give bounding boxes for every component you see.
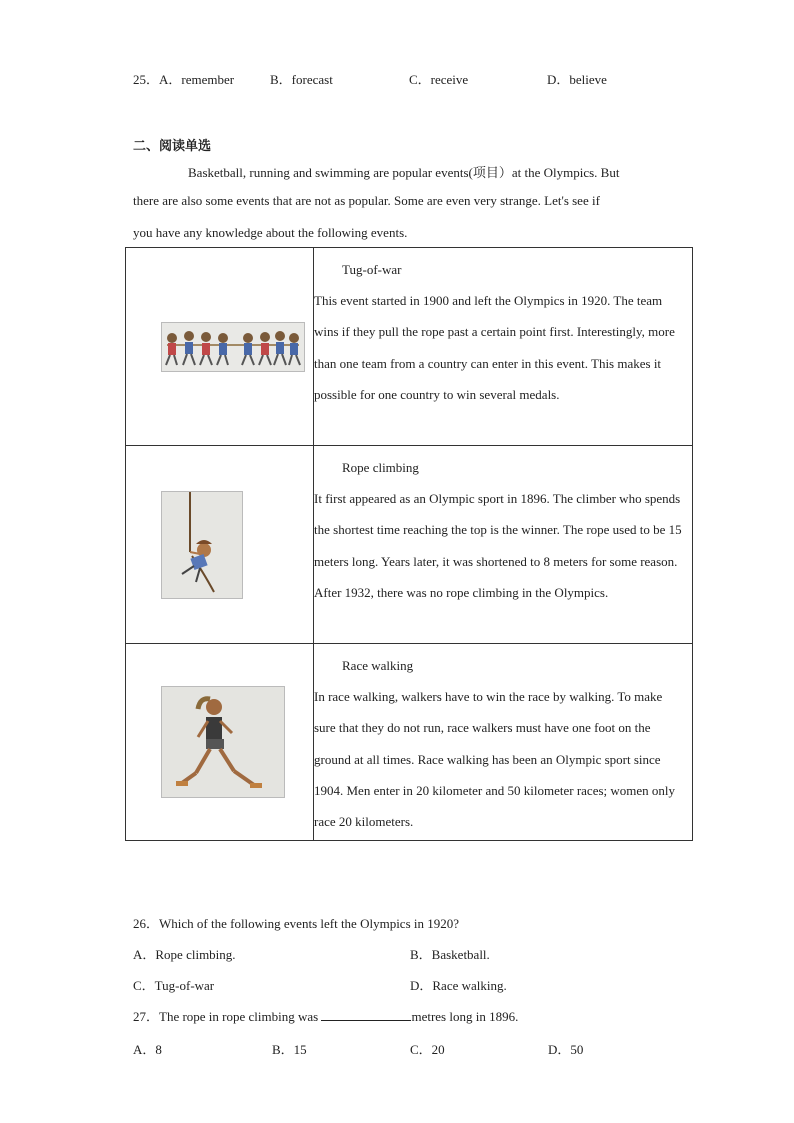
table-row xyxy=(126,248,693,446)
section-title: 二、阅读单选 xyxy=(133,139,212,154)
q26-option-c[interactable]: C．Tug-of-war xyxy=(133,978,215,993)
q25-option-d[interactable]: D．believe xyxy=(547,72,607,87)
table-row xyxy=(126,446,693,644)
answer-blank[interactable] xyxy=(321,1008,411,1021)
rope-climbing-illustration-icon xyxy=(161,491,243,599)
q25-option-c[interactable]: C．receive xyxy=(409,72,469,87)
passage-line: you have any knowledge about the following events. xyxy=(133,225,408,240)
event-image-cell xyxy=(126,248,314,446)
passage-line: there are also some events that are not as popular. Some are even very strange. Let's see if xyxy=(133,193,600,208)
q27-option-b[interactable]: B．15 xyxy=(272,1042,307,1057)
event-description: It first appeared as an Olympic sport in 1896. The climber who spends the shortest time reaching the top is the winner. The rope used to be 15 meters long. Years later, it was shortened to 8 meters for some reason. After 1932, there was no rope climbing in the Olympics. xyxy=(314,491,682,600)
q26-option-b[interactable]: B．Basketball. xyxy=(410,947,490,962)
table-row xyxy=(126,644,693,841)
event-title: Race walking xyxy=(342,658,414,673)
q26-stem: 26．Which of the following events left the Olympics in 1920? xyxy=(133,916,460,931)
q26-option-d[interactable]: D．Race walking. xyxy=(410,978,507,993)
q25-option-b[interactable]: B．forecast xyxy=(270,72,333,87)
q26-option-a[interactable]: A．Rope climbing. xyxy=(133,947,236,962)
event-text-cell xyxy=(314,248,693,446)
event-text-cell xyxy=(314,446,693,644)
q25-options xyxy=(133,69,733,85)
q27-option-a[interactable]: A．8 xyxy=(133,1042,162,1057)
event-image-cell xyxy=(126,644,314,841)
events-table xyxy=(125,247,693,841)
q25-option-a[interactable]: 25．A．remember xyxy=(133,72,235,87)
q27-stem-after: metres long in 1896. xyxy=(411,1009,519,1024)
event-description: In race walking, walkers have to win the race by walking. To make sure that they do not run, race walkers must have one foot on the ground at all times. Race walking has been an Olympic sport since 1904. Men enter in 20 kilometer and 50 kilometer races; women only race 20 kilometers. xyxy=(314,689,676,830)
event-text-cell xyxy=(314,644,693,841)
q27-option-d[interactable]: D．50 xyxy=(548,1042,584,1057)
tug-of-war-illustration-icon xyxy=(161,322,305,372)
event-title: Rope climbing xyxy=(342,460,419,475)
q27-stem xyxy=(133,1006,518,1025)
race-walking-illustration-icon xyxy=(161,686,285,798)
event-image-cell xyxy=(126,446,314,644)
passage-line: Basketball, running and swimming are popular events(项目）at the Olympics. But xyxy=(188,165,620,180)
event-description: This event started in 1900 and left the Olympics in 1920. The team wins if they pull the rope past a certain point first. Interestingly, more than one team from a country can enter in this event. This makes it possible for one country to win several medals. xyxy=(314,293,675,402)
q27-option-c[interactable]: C．20 xyxy=(410,1042,445,1057)
event-title: Tug-of-war xyxy=(342,262,402,277)
q27-stem-before: 27．The rope in rope climbing was xyxy=(133,1009,322,1024)
